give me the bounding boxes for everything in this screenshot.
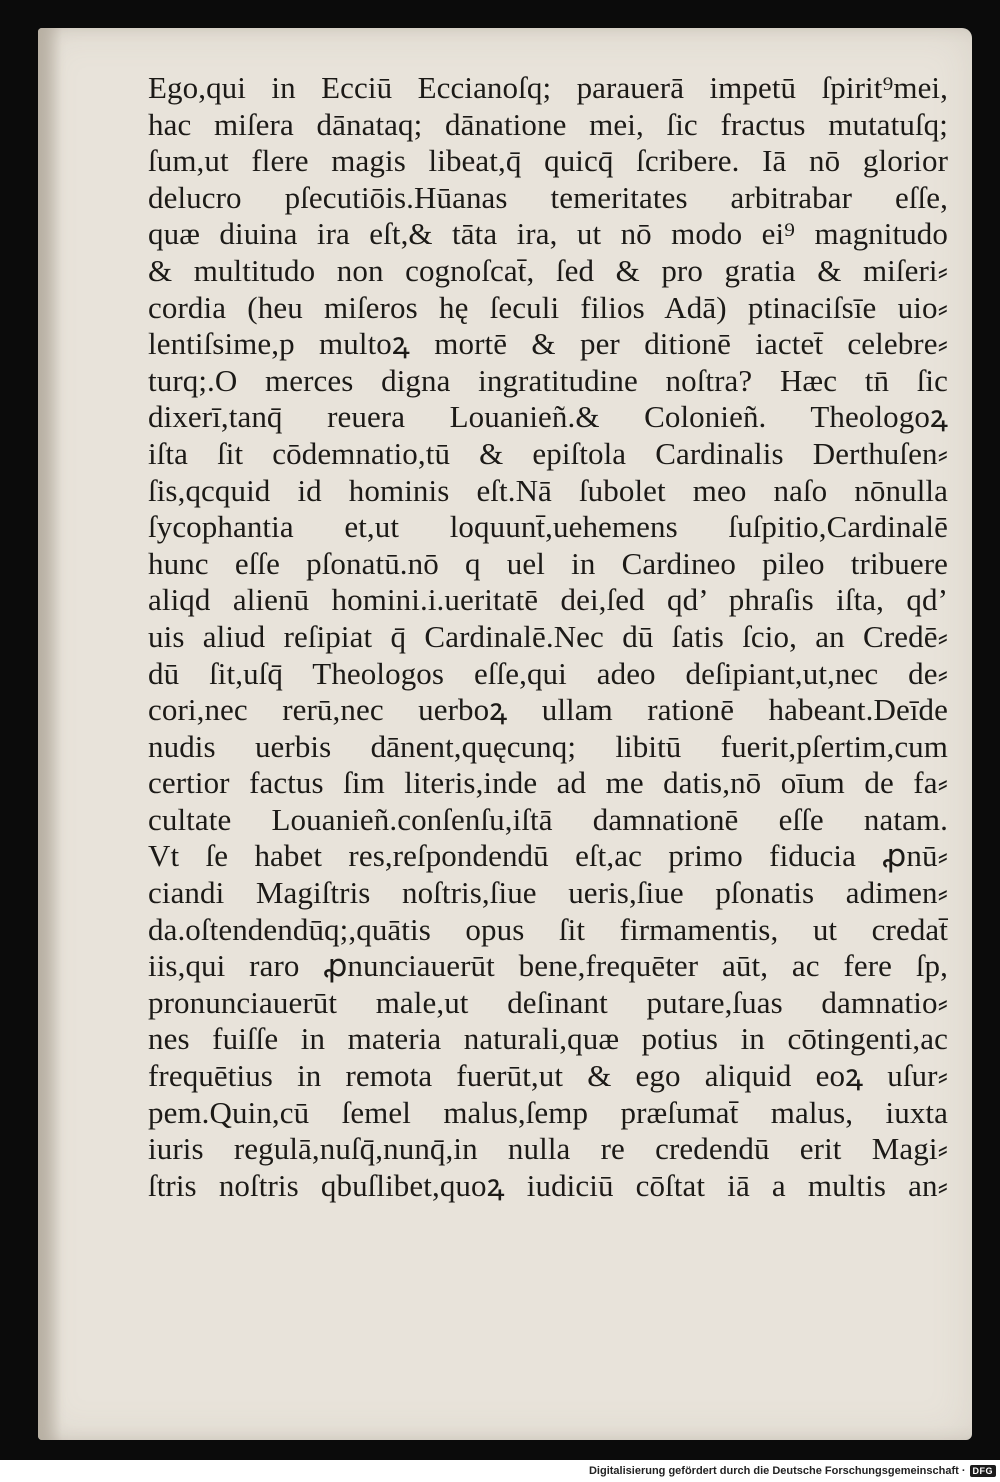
text-line: quæ diuina ira eſt,& tāta ira, ut nō modo ei⁹ magnitudo bbox=[148, 216, 948, 252]
book-page bbox=[38, 28, 972, 1440]
text-line: nudis uerbis dānent,quęcunq; libitū fuerit,pſertim,cum bbox=[148, 728, 948, 764]
text-line: nes fuiſſe in materia naturali,quæ potius in cōtingenti,ac bbox=[148, 1021, 948, 1057]
text-line: cordia (heu miſeros hę ſeculi filios Adā) ptinaciſsīe uio⸗ bbox=[148, 289, 948, 325]
text-line: pem.Quin,cū ſemel malus,ſemp præſumat̄ malus, iuxta bbox=[148, 1094, 948, 1130]
text-line: turq;.O merces digna ingratitudine noſtra? Hæc tn̄ ſic bbox=[148, 362, 948, 398]
text-line: dū ſit,uſq̄ Theologos eſſe,qui adeo deſipiant,ut,nec de⸗ bbox=[148, 655, 948, 691]
page-gutter-shadow bbox=[38, 28, 62, 1440]
text-line: ſtris noſtris qbuſlibet,quoꝝ iudiciū cōſtat iā a multis an⸗ bbox=[148, 1167, 948, 1203]
text-line: cultate Louanieñ.conſenſu,iſtā damnationē eſſe natam. bbox=[148, 801, 948, 837]
text-line: cori,nec rerū,nec uerboꝝ ullam rationē habeant.Deīde bbox=[148, 692, 948, 728]
text-line: ſum,ut flere magis libeat,q̄ quicq̄ ſcribere. Iā nō glorior bbox=[148, 143, 948, 179]
page-text bbox=[148, 70, 948, 1204]
text-line: ciandi Magiſtris noſtris,ſiue ueris,ſiue pſonatis adimen⸗ bbox=[148, 875, 948, 911]
text-line: iis,qui raro ꝓnunciauerūt bene,frequēter aūt, ac fere ſp, bbox=[148, 948, 948, 984]
text-line: hac miſera dānataq; dānatione mei, ſic fractus mutatuſq; bbox=[148, 106, 948, 142]
text-line: iuris regulā,nuſq̄,nunq̄,in nulla re credendū erit Magi⸗ bbox=[148, 1131, 948, 1167]
text-line: lentiſsime,p multoꝝ mortē & per ditionē iactet̄ celebre⸗ bbox=[148, 326, 948, 362]
credit-text: Digitalisierung gefördert durch die Deutsche Forschungsgemeinschaft · bbox=[588, 1465, 966, 1477]
text-line: delucro pſecutiōis.Hūanas temeritates arbitrabar eſſe, bbox=[148, 179, 948, 215]
text-line: uis aliud reſipiat q̄ Cardinalē.Nec dū ſatis ſcio, an Credē⸗ bbox=[148, 618, 948, 654]
text-line: ſis,qcquid id hominis eſt.Nā ſubolet meo naſo nōnulla bbox=[148, 472, 948, 508]
text-line: certior factus ſim literis,inde ad me datis,nō oīum de fa⸗ bbox=[148, 765, 948, 801]
text-line: da.oſtendendūq;,quātis opus ſit firmamentis, ut credat̄ bbox=[148, 911, 948, 947]
text-line: dixerī,tanq̄ reuera Louanieñ.& Colonieñ. Theologoꝝ bbox=[148, 399, 948, 435]
text-line: iſta ſit cōdemnatio,tū & epiſtola Cardinalis Derthuſen⸗ bbox=[148, 435, 948, 471]
text-line: frequētius in remota fuerūt,ut & ego aliquid eoꝝ uſur⸗ bbox=[148, 1058, 948, 1094]
text-line: aliqd alienū homini.i.ueritatē dei,ſed qd’ phraſis iſta, qd’ bbox=[148, 582, 948, 618]
text-line: & multitudo non cognoſcat̄, ſed & pro gratia & miſeri⸗ bbox=[148, 252, 948, 288]
dfg-logo: DFG bbox=[970, 1465, 997, 1477]
text-line: ſycophantia et,ut loquunt̄,uehemens ſuſpitio,Cardinalē bbox=[148, 509, 948, 545]
text-line: pronunciauerūt male,ut deſinant putare,ſuas damnatio⸗ bbox=[148, 984, 948, 1020]
text-line: Ego,qui in Ecciū Eccianoſq; parauerā impetū ſpirit⁹mei, bbox=[148, 70, 948, 105]
text-line: Vt ſe habet res,reſpondendū eſt,ac primo fiducia ꝓnū⸗ bbox=[148, 838, 948, 874]
text-line: hunc eſſe pſonatū.nō q uel in Cardineo pileo tribuere bbox=[148, 545, 948, 581]
digitization-credit bbox=[589, 1460, 1000, 1482]
